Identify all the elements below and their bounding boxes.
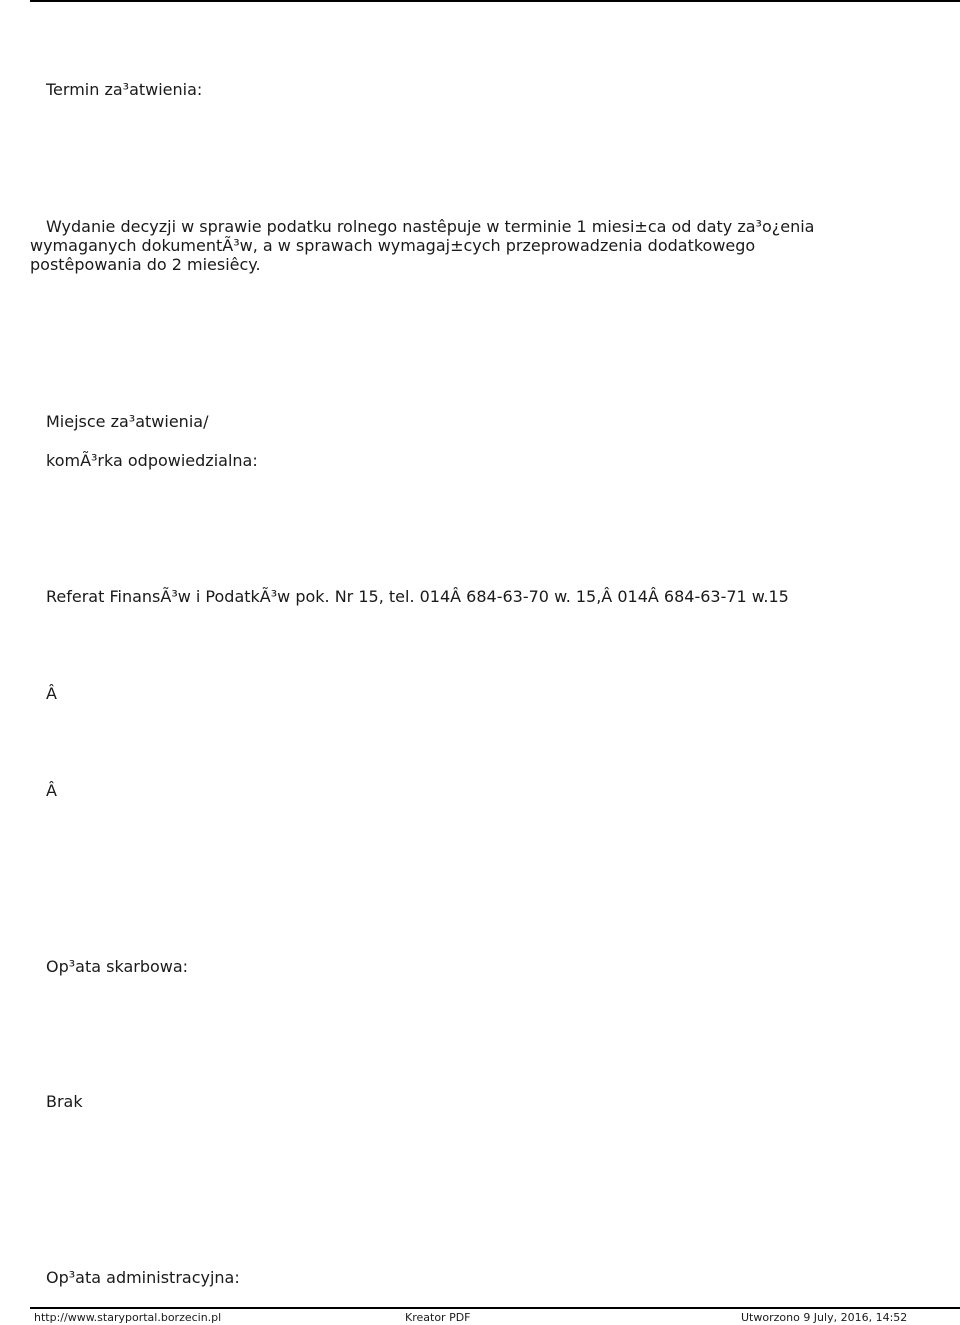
footer-rule [30, 1307, 960, 1309]
place-heading-line1: Miejsce za³atwienia/ [46, 412, 209, 431]
stamp-fee-body: Brak [46, 1092, 83, 1111]
admin-fee-heading: Op³ata administracyjna: [46, 1268, 240, 1287]
place-spacer-2: Â [46, 781, 57, 800]
place-heading-line2: komÃ³rka odpowiedzialna: [46, 451, 258, 470]
footer-generator: Kreator PDF [405, 1311, 471, 1324]
header-rule [30, 0, 960, 2]
place-spacer-1: Â [46, 684, 57, 703]
footer-url: http://www.staryportal.borzecin.pl [34, 1311, 222, 1324]
footer-created: Utworzono 9 July, 2016, 14:52 [741, 1311, 908, 1324]
term-body: Wydanie decyzji w sprawie podatku rolnego nastêpuje w terminie 1 miesi±ca od daty za³o¿enia wymaganych dokumentÃ³w, a w sprawach wymagaj±cych przeprowadzenia dodatkowego postêpowania do 2 miesiêcy. [30, 217, 815, 274]
place-body: Referat FinansÃ³w i PodatkÃ³w pok. Nr 15, tel. 014Â 684-63-70 w. 15,Â 014Â 684-63-71 w.15 [46, 587, 789, 606]
term-heading: Termin za³atwienia: [46, 80, 203, 99]
stamp-fee-heading: Op³ata skarbowa: [46, 957, 189, 976]
